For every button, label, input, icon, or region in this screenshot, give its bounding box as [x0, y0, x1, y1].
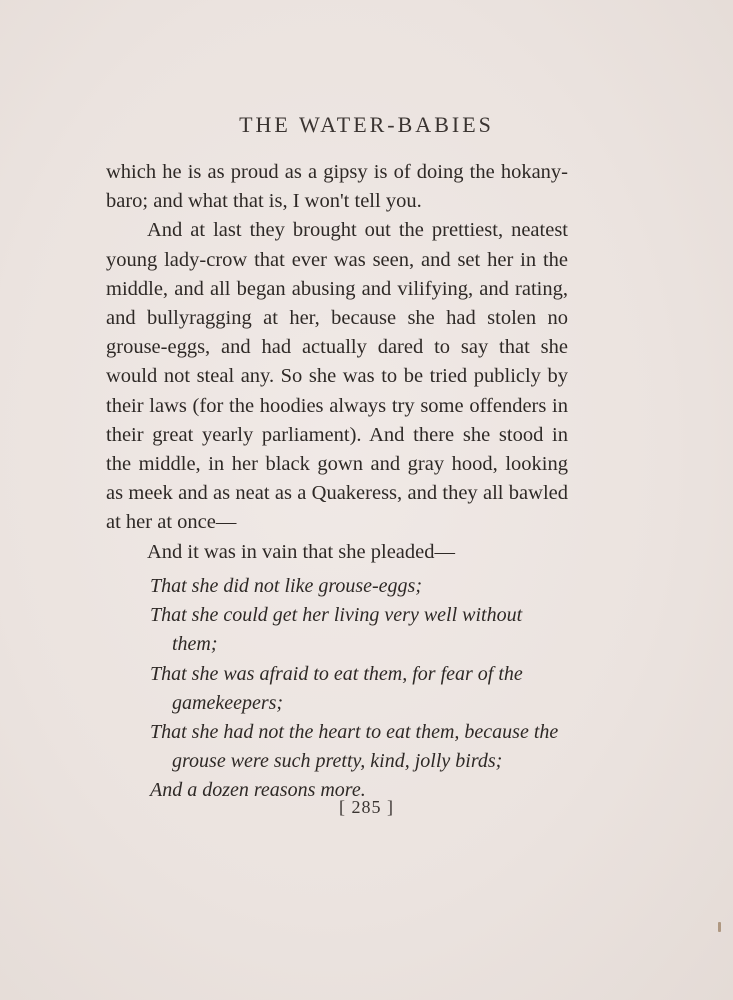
page-number: [ 285 ] — [339, 797, 394, 817]
running-head: THE WATER-BABIES — [239, 112, 494, 137]
plea-line: That she had not the heart to eat them, because the grouse were such pretty, kind, jolly birds; — [150, 721, 559, 773]
plea-line: And a dozen reasons more. — [150, 779, 366, 802]
paragraph-pleaded: And it was in vain that she pleaded— — [147, 540, 456, 563]
pleas-list — [150, 572, 570, 806]
body-text — [106, 158, 568, 567]
plea-line: That she was afraid to eat them, for fear of the gamekeepers; — [150, 662, 523, 714]
plea-line: That she could get her living very well without them; — [150, 604, 523, 656]
paragraph-continuation: which he is as proud as a gipsy is of doing the hokany-baro; and what that is, I won't tell you. — [106, 161, 568, 213]
paragraph-lady-crow: And at last they brought out the prettiest, neatest young lady-crow that ever was seen, and set her in the middle, and all began abusing and vilifying, and rating, and bullyragging at her, because she had stolen no grouse-eggs, and had actually dared to say that she would not steal any. So she was to be tried publicly by their laws (for the hoodies always try some offenders in their great yearly parliament). And there she stood in the middle, in her black gown and gray hood, looking as meek and as neat as a Quakeress, and they all bawled at her at once— — [106, 219, 568, 534]
plea-line: That she did not like grouse-eggs; — [150, 575, 423, 597]
paper-speck — [718, 922, 721, 932]
